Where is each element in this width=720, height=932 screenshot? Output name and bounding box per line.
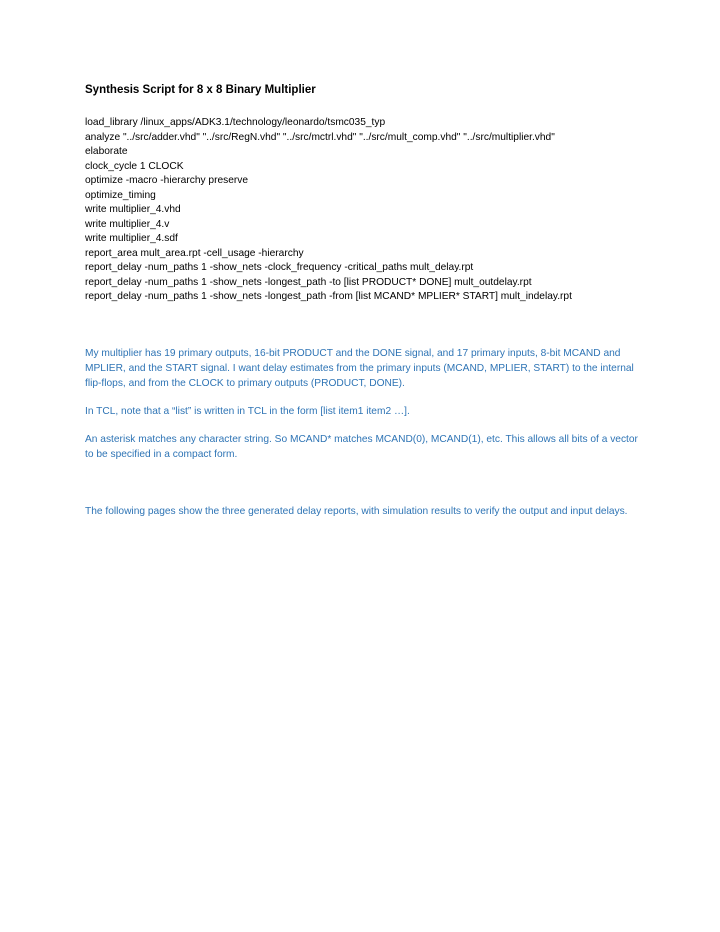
script-line: optimize -macro -hierarchy preserve <box>85 175 249 186</box>
script-line: analyze "../src/adder.vhd" "../src/RegN.vhd" "../src/mctrl.vhd" "../src/mult_comp.vhd" "../src/multiplier.vhd" <box>85 131 555 143</box>
script-line: report_delay -num_paths 1 -show_nets -clock_frequency -critical_paths mult_delay.rpt <box>85 262 474 273</box>
script-line: write multiplier_4.sdf <box>85 233 178 244</box>
note-paragraph-tcl-list: In TCL, note that a “list” is written in TCL in the form [list item1 item2 …]. <box>85 406 410 417</box>
script-line: write multiplier_4.v <box>85 218 170 230</box>
script-line: elaborate <box>85 146 128 157</box>
script-line: load_library /linux_apps/ADK3.1/technology/leonardo/tsmc035_typ <box>85 117 386 128</box>
script-line: optimize_timing <box>85 189 156 201</box>
page-title: Synthesis Script for 8 x 8 Binary Multiplier <box>85 84 316 96</box>
script-line: report_delay -num_paths 1 -show_nets -longest_path -from [list MCAND* MPLIER* START] mult_indelay.rpt <box>85 291 572 302</box>
script-line: clock_cycle 1 CLOCK <box>85 160 184 172</box>
note-paragraph-io: My multiplier has 19 primary outputs, 16-bit PRODUCT and the DONE signal, and 17 primary inputs, 8-bit MCAND and MPLIER, and the START signal. I want delay estimates from the primary inputs (MCAND, MPLIER, START) to the internal flip-flops, and from the CLOCK to primary outputs (PRODUCT, DONE). <box>85 348 634 389</box>
note-paragraph-asterisk: An asterisk matches any character string. So MCAND* matches MCAND(0), MCAND(1), etc. This allows all bits of a vector to be specified in a compact form. <box>85 434 638 460</box>
script-line: write multiplier_4.vhd <box>85 204 181 215</box>
synthesis-script <box>85 116 572 305</box>
note-paragraph-following-pages: The following pages show the three generated delay reports, with simulation results to verify the output and input delays. <box>85 506 628 517</box>
script-line: report_delay -num_paths 1 -show_nets -longest_path -to [list PRODUCT* DONE] mult_outdelay.rpt <box>85 276 532 288</box>
script-line: report_area mult_area.rpt -cell_usage -hierarchy <box>85 247 304 259</box>
